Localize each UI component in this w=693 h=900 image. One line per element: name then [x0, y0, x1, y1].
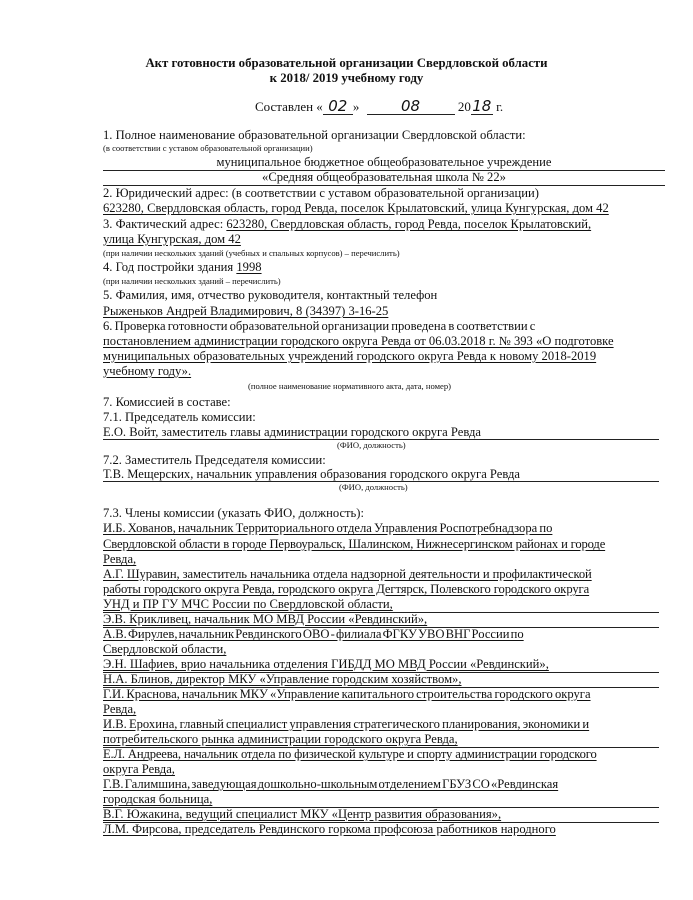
member-line: И.Б. Хованов, начальник Территориального отдела Управления Роспотребнадзора по [103, 521, 553, 535]
s3-note: (при наличии нескольких зданий (учебных и спальных корпусов) – перечислить) [103, 248, 400, 258]
s4-line [103, 260, 665, 275]
s6-line2: постановлением администрации городского округа Ревда от 06.03.2018 г. № 393 «О подготовке [103, 334, 614, 348]
member-line: Л.М. Фирсова, председатель Ревдинского горкома профсоюза работников народного [103, 822, 556, 836]
s1-name2: «Средняя общеобразовательная школа № 22» [262, 170, 506, 184]
member-line: Г.И. Краснова, начальник МКУ «Управление капитального строительства городского округа [103, 687, 591, 701]
compiled-mid: » [352, 99, 360, 114]
member-line: УНД и ПР ГУ МЧС России по Свердловской области, [103, 597, 393, 611]
member-line: Ревда, [103, 702, 137, 716]
compiled-end: г. [496, 99, 504, 114]
s7-members-label: 7.3. Члены комиссии (указать ФИО, должность): [103, 506, 364, 520]
document-title-line1: Акт готовности образовательной организации Свердловской области [145, 56, 548, 70]
s6-line4: учебному году». [103, 364, 192, 378]
compiled-year-suffix: 18 [472, 97, 492, 115]
s1-name1: муниципальное бюджетное общеобразовательное учреждение [216, 155, 552, 169]
member-line: Е.Л. Андреева, начальник отдела по физической культуре и спорту администрации городского [103, 747, 597, 761]
s3-line1 [103, 217, 665, 232]
member-line: потребительского рынка администрации городского округа Ревда, [103, 732, 458, 746]
compiled-day: 02 [323, 98, 353, 115]
member-line: Свердловской области, [103, 642, 227, 656]
s2-address: 623280, Свердловская область, город Ревда, поселок Крылатовский, улица Кунгурская, дом 42 [103, 201, 609, 215]
s7-vice-note: (ФИО, должность) [339, 482, 408, 492]
s3-prefix: 3. Фактический адрес: [103, 217, 227, 231]
member-line: А.В. Фирулев, начальник Ревдинского ОВО - филиала ФГКУ УВО ВНГ России по [103, 627, 524, 641]
member-line: округа Ревда, [103, 762, 175, 776]
s7-chair: Е.О. Войт, заместитель главы администрации городского округа Ревда [103, 425, 481, 439]
member-line: городская больница, [103, 792, 213, 806]
s4-note: (при наличии нескольких зданий – перечислить) [103, 276, 281, 286]
member-line: И.В. Ерохина, главный специалист управления стратегического планирования, экономики и [103, 717, 590, 731]
s4-label: 4. Год постройки здания [103, 260, 237, 274]
s3-line2: улица Кунгурская, дом 42 [103, 232, 241, 246]
compiled-year-prefix: 20 [457, 99, 471, 114]
s2-label: 2. Юридический адрес: (в соответствии с уставом образовательной организации) [103, 186, 539, 200]
member-line: Н.А. Блинов, директор МКУ «Управление городским хозяйством», [103, 672, 462, 686]
member-line: Э.В. Крикливец, начальник МО МВД России «Ревдинский», [103, 612, 428, 626]
s7-chair-note: (ФИО, должность) [337, 440, 406, 450]
s6-note: (полное наименование нормативного акта, дата, номер) [248, 381, 452, 391]
compiled-month: 08 [367, 98, 455, 115]
s5-label: 5. Фамилия, имя, отчество руководителя, контактный телефон [103, 288, 438, 302]
s1-label: 1. Полное наименование образовательной организации Свердловской области: [103, 128, 526, 142]
s1-note: (в соответствии с уставом образовательной организации) [103, 143, 313, 153]
member-line: В.Г. Южакина, ведущий специалист МКУ «Центр развития образования», [103, 807, 502, 821]
s7-label: 7. Комиссией в составе: [103, 395, 231, 409]
member-line: Г.В. Галимшина, заведующая дошкольно-школьным отделением ГБУЗ СО «Ревдинская [103, 777, 559, 791]
member-line: Э.Н. Шафиев, врио начальника отделения ГИБДД МО МВД России «Ревдинский», [103, 657, 549, 671]
s4-year: 1998 [236, 260, 262, 274]
s7-vice-label: 7.2. Заместитель Председателя комиссии: [103, 453, 326, 467]
member-line: работы городского округа Ревда, городского округа Дегтярск, Полевского городского округа [103, 582, 590, 596]
s7-chair-label: 7.1. Председатель комиссии: [103, 410, 256, 424]
document-title-line2: к 2018/ 2019 учебному году [269, 71, 424, 85]
member-line: Свердловской области в городе Первоуральск, Шалинском, Нижнесергинском районах и городе [103, 537, 606, 551]
member-line: А.Г. Шуравин, заместитель начальника отдела надзорной деятельности и профилактической [103, 567, 592, 581]
s7-vice: Т.В. Мещерских, начальник управления образования городского округа Ревда [103, 467, 520, 481]
compiled-prefix: Составлен « [255, 99, 323, 114]
member-line: Ревда, [103, 552, 137, 566]
s3-address: 623280, Свердловская область, город Ревда, поселок Крылатовский, [226, 217, 592, 231]
s5-value: Рыженьков Андрей Владимирович, 8 (34397) 3-16-25 [103, 304, 389, 318]
s6-line3: муниципальных образовательных учреждений городского округа Ревда к новому 2018-2019 [103, 349, 597, 363]
s6-line1: 6. Проверка готовности образовательной организации проведена в соответствии с [103, 319, 536, 333]
compiled-date-line [255, 98, 503, 115]
